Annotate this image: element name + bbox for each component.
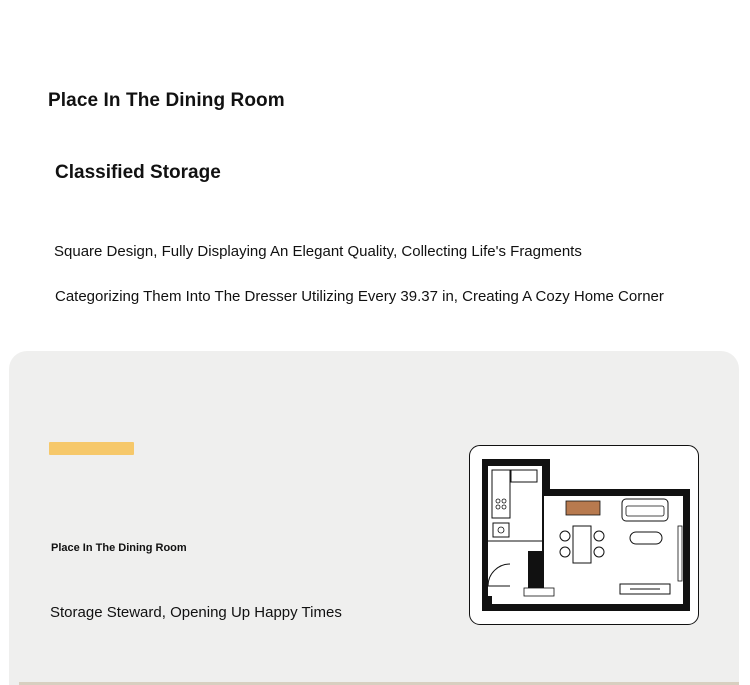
section-heading: Place In The Dining Room [48, 90, 285, 111]
section-subheading: Classified Storage [55, 162, 221, 183]
floor-plan-card [469, 445, 699, 625]
accent-bar [49, 442, 134, 455]
description-line-1: Square Design, Fully Displaying An Elegant Quality, Collecting Life's Fragments [54, 243, 582, 260]
panel-subtitle: Storage Steward, Opening Up Happy Times [50, 604, 342, 621]
description-line-2: Categorizing Them Into The Dresser Utilizing Every 39.37 in, Creating A Cozy Home Corner [55, 288, 664, 305]
floor-plan-icon [470, 446, 698, 624]
feature-panel [9, 351, 739, 685]
panel-title: Place In The Dining Room [51, 542, 187, 554]
